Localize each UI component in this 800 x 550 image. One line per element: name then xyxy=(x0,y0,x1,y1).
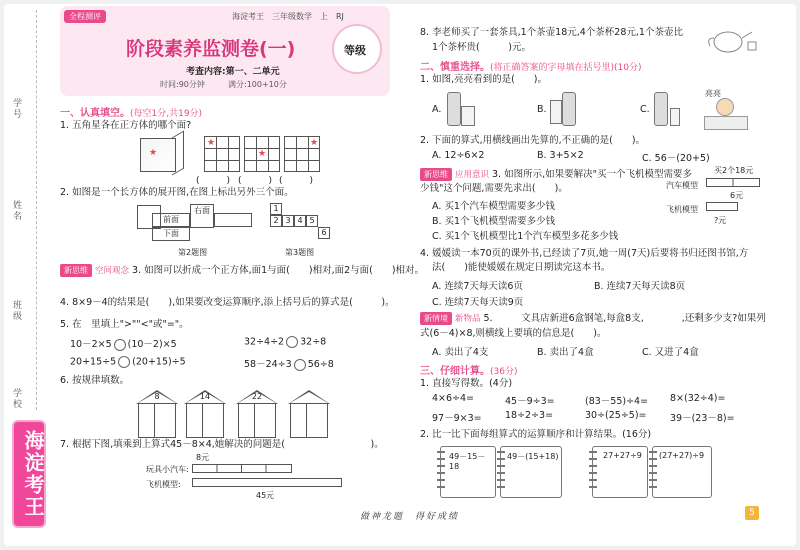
question-7: 7. 根据下图,填乘到上算式45－8×4,她解决的问题是( )。 xyxy=(60,439,384,450)
score-text: 满分:100+10分 xyxy=(228,80,287,89)
student-id-label: 学号 xyxy=(11,98,21,120)
net-cell xyxy=(214,213,252,227)
person-label: 亮亮 xyxy=(705,89,721,98)
question-10: 2. 下面的算式,用横线画出先算的,不正确的是( )。 xyxy=(420,135,646,146)
person-head-icon xyxy=(716,98,734,116)
page-title: 阶段素养监测卷(一) xyxy=(126,38,296,60)
net-right: 右面 xyxy=(190,204,214,228)
number-house-4 xyxy=(288,390,330,438)
q12-option-b: B. 连续7天每天读8页 xyxy=(594,281,686,292)
q1-answer-3: ( ) xyxy=(279,176,314,186)
number-house-1: 8 xyxy=(136,390,178,438)
scope-text: 考查内容:第一、二单元 xyxy=(186,67,280,77)
bottle-image-a xyxy=(447,92,461,126)
question-11: 新思维 应用意识 3. 如图所示,如果要解决"买一个飞机模型需要多 xyxy=(420,168,692,182)
expr-card-4: (27+27)÷9 xyxy=(652,446,712,498)
calc-7: 30÷(25÷5)= xyxy=(585,410,647,421)
bottle-image-c xyxy=(654,92,668,126)
teapot-icon xyxy=(704,24,760,54)
bar-top-label: 8元 xyxy=(196,453,210,462)
q13-option-c: C. 又进了4盒 xyxy=(642,347,699,358)
star-icon: ★ xyxy=(310,138,319,148)
header-meta: 海淀考王 三年级数学 上 RJ xyxy=(232,12,344,21)
name-label: 姓名 xyxy=(11,200,21,222)
q11-option-b: B. 买1个飞机模型需要多少钱 xyxy=(432,216,556,227)
fig-car-label: 汽车模型 xyxy=(666,181,698,190)
expr-card-3: 27+27÷9 xyxy=(592,446,648,498)
calc-3: (83－55)÷4= xyxy=(585,396,649,407)
page-number: 5 xyxy=(745,506,759,520)
brand-logo: 海淀考王 xyxy=(12,420,46,528)
calc-1: 4×6÷4= xyxy=(432,393,475,404)
section-3-title: 三、仔细计算。(36分) xyxy=(420,366,518,377)
question-8: 8. 李老师买了一套茶具,1个茶壶18元,4个茶杯28元,1个茶壶比 xyxy=(420,27,683,38)
grade-label: 等级 xyxy=(344,44,366,57)
compare-row-2: 20+15÷5 (20+15)÷5 xyxy=(70,356,186,368)
q11-option-c: C. 买1个飞机模型比1个汽车模型多花多少钱 xyxy=(432,231,619,242)
footer-slogan: 做神龙题 得好成绩 xyxy=(360,512,460,522)
question-13-cont: 式(6－4)×8,则横线上要填的信息是( )。 xyxy=(420,328,607,339)
expr-card-2: 49－(15+18) xyxy=(500,446,562,498)
calc-6: 18÷2÷3= xyxy=(505,410,554,421)
caption-q3: 第3题图 xyxy=(285,248,315,257)
compare-row-1b: 32÷4÷2 32÷8 xyxy=(244,336,327,348)
net-bottom: 下面 xyxy=(152,227,190,241)
grid-2 xyxy=(204,136,240,172)
question-9: 1. 如图,亮亮看到的是( )。 xyxy=(420,74,548,85)
compare-row-1: 10－2×5 (10－2)×5 xyxy=(70,339,177,350)
question-12: 4. 媛媛读一本70页的课外书,已经读了7页,她一周(7天)后要将书归还图书馆,方 xyxy=(420,248,749,259)
question-12-cont: 法( )能使媛媛在规定日期读完这本书。 xyxy=(432,262,611,273)
q10-option-b: B. 3+5×2 xyxy=(537,150,584,161)
calc-5: 97－9×3= xyxy=(432,413,482,424)
sidebar xyxy=(6,10,50,530)
section-1-title: 一、认真填空。(每空1分,共19分) xyxy=(60,108,203,119)
fig-top-label: 买2个18元 xyxy=(714,166,754,175)
q12-option-a: A. 连续7天每天读6页 xyxy=(432,281,523,292)
q11-option-a: A. 买1个汽车模型需要多少钱 xyxy=(432,201,555,212)
fig-car-bar xyxy=(706,178,760,187)
brand-tag: 全程测评 xyxy=(64,10,106,23)
cup-image-c xyxy=(670,108,680,126)
question-2: 2. 如图是一个长方体的展开图,在图上标出另外三个面。 xyxy=(60,187,294,198)
car-label: 玩具小汽车: xyxy=(146,465,189,474)
star-icon: ★ xyxy=(258,149,267,159)
q13-option-b: B. 卖出了4盒 xyxy=(537,347,594,358)
question-15: 2. 比一比下面每组算式的运算顺序和计算结果。(16分) xyxy=(420,429,652,440)
fig-mid-label: 6元 xyxy=(730,191,744,200)
fig-plane-label: 飞机模型 xyxy=(666,205,698,214)
question-5: 5. 在 里填上">""<"或"="。 xyxy=(60,319,189,330)
net-face-4: 4 xyxy=(294,215,306,227)
star-icon: ★ xyxy=(149,148,158,158)
net-face-6: 6 xyxy=(318,227,330,239)
school-label: 学校 xyxy=(11,388,21,410)
option-a: A. xyxy=(432,104,442,115)
q13-option-a: A. 卖出了4支 xyxy=(432,347,489,358)
time-text: 时间:90分钟 xyxy=(160,80,205,89)
net-face-3: 3 xyxy=(282,215,294,227)
fig-plane-bar xyxy=(706,202,738,211)
net-face-1: 1 xyxy=(270,203,282,215)
grid-4 xyxy=(284,136,320,172)
net-face-5: 5 xyxy=(306,215,318,227)
question-14: 1. 直接写得数。(4分) xyxy=(420,378,513,389)
cut-line xyxy=(36,10,37,410)
car-bar xyxy=(192,464,292,473)
calc-2: 45－9÷3= xyxy=(505,396,555,407)
number-house-3: 22 xyxy=(236,390,278,438)
bar-bottom-label: 45元 xyxy=(256,491,275,500)
cube-1 xyxy=(140,138,176,172)
option-b: B. xyxy=(537,104,547,115)
plane-label: 飞机模型: xyxy=(146,480,181,489)
question-1: 1. 五角星各在正方体的哪个面? xyxy=(60,120,192,131)
plane-bar xyxy=(192,478,342,487)
question-8-cont: 1个茶杯贵( )元。 xyxy=(432,42,531,53)
bottle-image-b xyxy=(562,92,576,126)
question-6: 6. 按规律填数。 xyxy=(60,375,130,386)
number-house-2: 14 xyxy=(184,390,226,438)
calc-4: 8×(32÷4)= xyxy=(670,393,726,404)
expr-card-1: 49－15－18 xyxy=(440,446,496,498)
table-image xyxy=(704,116,748,130)
cube-1-side xyxy=(172,131,184,176)
calc-8: 39－(23－8)= xyxy=(670,413,735,424)
fig-bottom-label: ?元 xyxy=(714,216,727,225)
q10-option-a: A. 12÷6×2 xyxy=(432,150,485,161)
question-3: 新思维 空间观念 3. 如图可以折成一个正方体,面1与面( )相对,面2与面( )相对。 xyxy=(60,264,424,278)
net-face-2: 2 xyxy=(270,215,282,227)
q10-option-c: C. 56－(20+5) xyxy=(642,153,710,164)
cup-image-a xyxy=(461,106,475,126)
grid-3 xyxy=(244,136,280,172)
cup-image-b xyxy=(550,100,562,124)
compare-row-2b: 58－24÷3 56÷8 xyxy=(244,359,334,370)
question-4: 4. 8×9－4的结果是( ),如果要改变运算顺序,添上括号后的算式是( )。 xyxy=(60,297,395,308)
q1-answer-2: ( ) xyxy=(238,176,273,186)
question-11-cont: 少钱"这个问题,需要先求出( )。 xyxy=(420,183,568,194)
section-2-title: 二、慎重选择。(将正确答案的字母填在括号里)(10分) xyxy=(420,62,642,73)
class-label: 班级 xyxy=(11,300,21,322)
question-13: 新情境 新物品 5. 文具店新进6盒钢笔,每盒8支, ,还剩多少支?如果列 xyxy=(420,312,766,326)
star-icon: ★ xyxy=(207,138,216,148)
caption-q2: 第2题图 xyxy=(178,248,208,257)
option-c: C. xyxy=(640,104,650,115)
net-front: 前面 xyxy=(152,213,190,227)
q1-answer-1: ( ) xyxy=(196,176,231,186)
q12-option-c: C. 连续7天每天读9页 xyxy=(432,297,524,308)
